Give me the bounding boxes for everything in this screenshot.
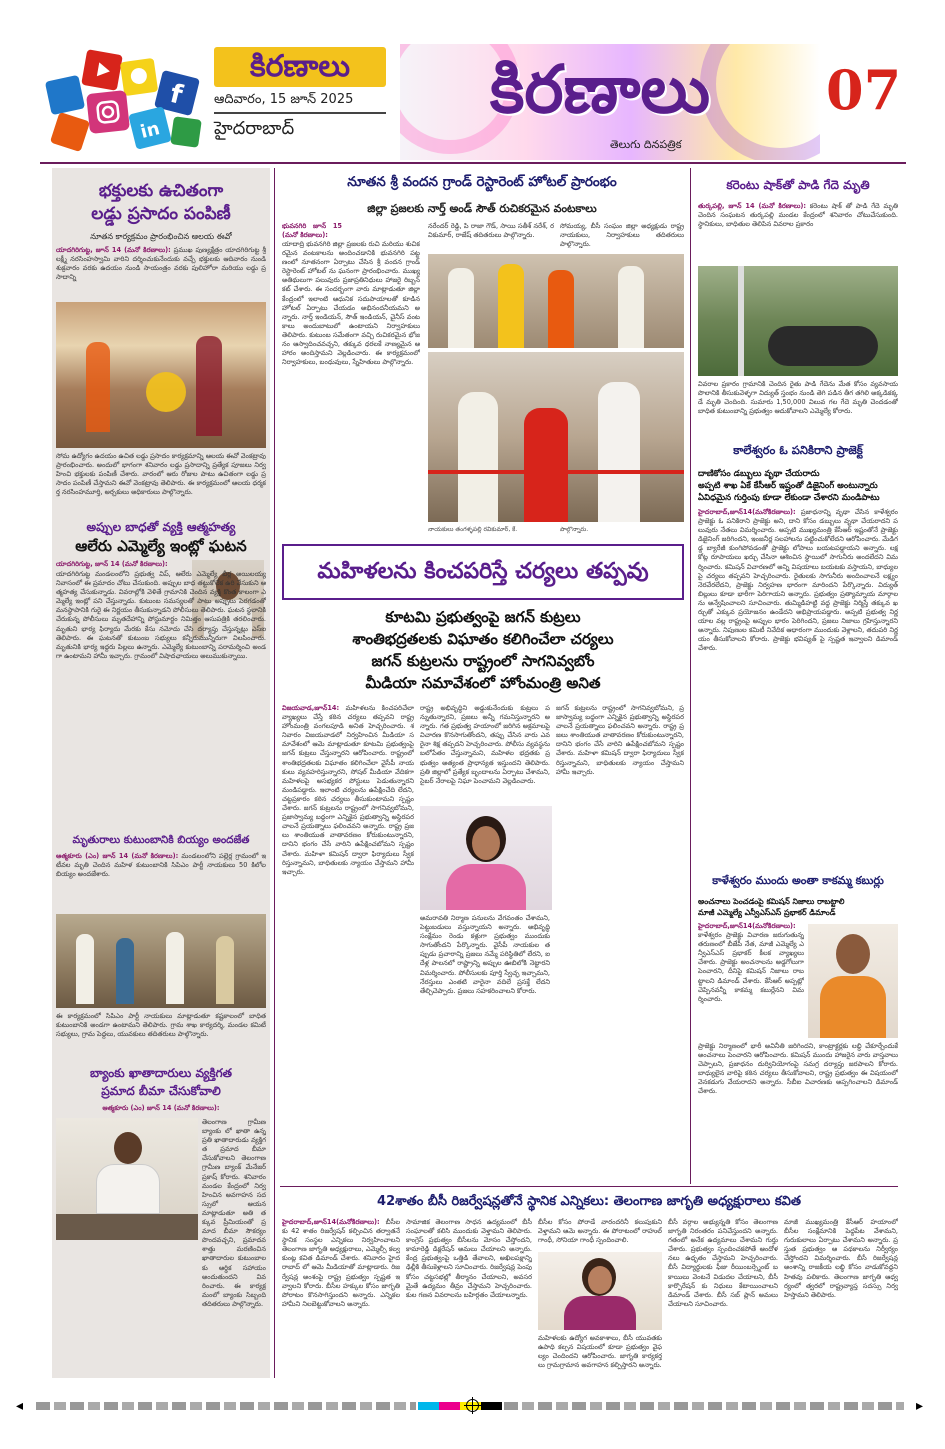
photo-figure bbox=[524, 408, 568, 522]
article-body: ప్రాజెక్టు నిర్మాణంలో భారీ అవినీతి జరిగిందని, కాంట్రాక్టర్లకు లబ్ధి చేకూర్చేందుకే అంచనాలు పెంచారని ఆరోపించారు. కమిషన్ ముందు హాజరైన వారు వాస్తవాలు చెప్పాలని, ప్రజాధనం దుర్వినియోగంపై సమగ్ర దర్యాప్తు జరపాలని కోరారు. బాధ్యులైన వారిపై కఠిన చర్యలు తీసుకోవాలని, రాష్ట్ర ప్రభుత్వం ఈ విషయంలో వెనకడుగు వేయరాదని అన్నారు. సీబీఐ విచారణకు అప్పగించాలని డిమాండ్ చేశారు. bbox=[698, 1042, 898, 1096]
article-body: మాజీ ముఖ్యమంత్రి కేసీఆర్ హయాంలో బీసీల సంక్షేమానికి పెద్దపీట వేశామని, గురుకులాలు ఏర్పాటు చేశామని అన్నారు. ప్రస్తుత ప్రభుత్వం ఆ పథకాలను నిర్వీర్యం చేస్తోందని విమర్శించారు. బీసీ రిజర్వేషన్ల అంశాన్ని రాజకీయ లబ్ధి కోసం వాడుకోవద్దని హితవు పలికారు. తెలంగాణ జాగృతి ఆధ్వర్యంలో త్వరలో రాష్ట్రవ్యాప్త సదస్సు నిర్వహిస్తామని తెలిపారు. bbox=[784, 1218, 898, 1299]
instagram-icon bbox=[86, 90, 130, 134]
restaurant-photo-group bbox=[428, 254, 684, 348]
deck-line: శాంతిభద్రతలకు విఘాతం కలిగించేలా చర్యలు bbox=[352, 630, 614, 648]
bank-photo bbox=[56, 1118, 198, 1240]
article-body bbox=[698, 202, 898, 262]
headline: మహిళలను కించపరిస్తే చర్యలు తప్పవు bbox=[317, 559, 649, 584]
body-text: ప్రజాధనాన్ని వృథా చేసిన కాళేశ్వరం ప్రాజెక్టు ఓ పనికిరాని ప్రాజెక్టు అని, దాని కోసం డబ్బులు వృథా చేయరాదని పలువురు నేతలు విమర్శించారు. అప్పటి ముఖ్యమంత్రి కేసీఆర్ ఇష్టంతోనే ప్రాజెక్టు డిజైనింగ్ జరిగిందని, ఇంజనీర్ల సలహాలను పట్టించుకోలేదని ఆరోపించారు. మేడిగడ్డ బ్యారేజీ కుంగిపోవడంతో ప్రాజెక్టు లోపాలు బయటపడ్డాయని అన్నారు. లక్ష కోట్ల రూపాయలు ఖర్చు చేసినా ఆశించిన స్థాయిలో సాగునీరు అందలేదని విమర్శించారు. కమిషన్ విచారణలో అన్ని విషయాలు బయటకు వస్తాయని, బాధ్యులపై చర్యలు తప్పవని హెచ్చరించారు. రైతులకు సాగునీరు అందించాలనే లక్ష్యం నెరవేరలేదని, ప్రాజెక్టు నిర్వహణ భారంగా మారిందని పేర్కొన్నారు. విద్యుత్ బిల్లులు కూడా భారీగా పెరిగాయని అన్నారు. ప్రభుత్వం ప్రత్యామ్నాయ మార్గాలను అన్వేషించాలని సూచించారు. తుమ్మిడిహట్టి వద్ద ప్రాజెక్టు నిర్మిస్తే తక్కువ ఖర్చుతో ఎక్కువ ప్రయోజనం ఉండేదని అభిప్రాయపడ్డారు. అప్పటి ప్రభుత్వ నిర్ణయాల వల్ల రాష్ట్రంపై అప్పుల భారం పెరిగిందని, ప్రజలు నిజాలు గ్రహిస్తున్నారని అన్నారు. నిపుణుల కమిటీ నివేదిక ఆధారంగా ముందుకు వెళ్లాలని, తదుపరి నిర్ణయం తీసుకోవాలని కోరారు. ప్రాజెక్టు భవిష్యత్ పై స్పష్టత ఇవ్వాలని డిమాండ్ చేశారు. bbox=[698, 508, 898, 653]
article-body: సోమయ్య, బీసీ సంఘం జిల్లా అధ్యక్షుడు రాష్ట్ర నాయకులు, నిర్వాహకులు తదితరులు పాల్గొన్నారు. bbox=[560, 222, 684, 248]
dateline: హైదరాబాద్,జూన్14(మనోకిరణాలు): bbox=[698, 508, 796, 516]
color-strip bbox=[36, 1402, 416, 1410]
youtube-icon bbox=[81, 49, 123, 91]
article-body: రాష్ట్ర అభివృద్ధిని అడ్డుకునేందుకు కుట్రలు పన్నుతున్నారని, ప్రజలు అన్నీ గమనిస్తున్నారని అన్నారు. గత ప్రభుత్వ హయాంలో జరిగిన అక్రమాలపై విచారణ కొనసాగుతోందని, తప్పు చేసిన వారు ఎవరైనా శిక్ష తప్పదని హెచ్చరించారు. పోలీసు వ్యవస్థను బలోపేతం చేస్తున్నామని, మహిళల భద్రతకు ప్రభుత్వం అత్యంత ప్రాధాన్యత ఇస్తుందని తెలిపారు. ప్రతి జిల్లాలో ప్రత్యేక బృందాలను ఏర్పాటు చేశామని, సైబర్ నేరాలపై నిఘా పెంచామని వెల్లడించారు. bbox=[420, 704, 550, 785]
article-body: వివరాల ప్రకారం గ్రామానికి చెందిన రైతు పాడి గేదెను మేత కోసం వ్యవసాయ పొలానికి తీసుకువెళ్ళగా విద్యుత్ స్తంభం నుండి తెగి పడిన తీగ తగిలి అక్కడికక్కడే మృతి చెందింది. సుమారు 1,50,000 విలువ గల గేదె మృతి చెందడంతో బాధిత కుటుంబాన్ని ప్రభుత్వం ఆదుకోవాలని ఎమ్మెల్యే కోరారు. bbox=[698, 380, 898, 416]
article-body bbox=[698, 922, 804, 1040]
divider bbox=[214, 112, 386, 114]
deck bbox=[698, 468, 898, 504]
article-body: యాదాద్రి భువనగిరి జిల్లా ప్రజలకు రుచి మరియు శుచికరమైన వంటకాలను అందించడానికి భువనగిరి పట్టణంలో నూతనంగా ఏర్పాటు చేసిన శ్రీ వందన గ్రాండ్ రెస్టారెంట్ హోటల్ ను ఘనంగా ప్రారంభించారు. ముఖ్య అతిథులుగా పలువురు ప్రజాప్రతినిధులు హాజరై రిబ్బన్ కట్ చేశారు. ఈ సందర్భంగా వారు మాట్లాడుతూ జిల్లా కేంద్రంలో ఇలాంటి ఆధునిక సదుపాయాలతో కూడిన హోటల్ ఏర్పాటు చేయడం అభినందనీయమని అన్నారు. నార్త్ ఇండియన్, సౌత్ ఇండియన్, చైనీస్ వంటకాలు అందుబాటులో ఉంటాయని నిర్వాహకులు తెలిపారు. కుటుంబ సమేతంగా వచ్చి రుచికరమైన భోజనం ఆస్వాదించవచ్చని, తక్కువ ధరలకే నాణ్యమైన ఆహారం అందిస్తామని వెల్లడించారు. ఈ కార్యక్రమంలో నిర్వాహకులు, బంధువులు, స్నేహితులు పాల్గొన్నారు. bbox=[282, 240, 420, 367]
dateline: హైదరాబాద్,జూన్14(మనోకిరణాలు): bbox=[698, 922, 796, 930]
photo-caption: నాయకులు తంగళ్ళపల్లి రవికుమార్, కే. bbox=[428, 526, 518, 533]
photo-figure bbox=[598, 382, 640, 522]
photo-body bbox=[446, 864, 526, 910]
dateline: ఆత్మకూరు (ఎం) జూన్ 14 (మనో కిరణాలు): bbox=[56, 852, 179, 860]
article-body: బీసీల కోసం పోరాడే వారందరినీ కలుపుకుని వెళ్తామని ఆమె అన్నారు. ఈ పోరాటంలో రాహుల్ గాంధీ, సోనియా గాంధీ స్పందించాలి. bbox=[538, 1218, 662, 1245]
photo-figure bbox=[86, 342, 110, 432]
photo-figure bbox=[548, 270, 574, 348]
article-body: బీసీ వర్గాల అభ్యున్నతి కోసం తెలంగాణ జాగృతి నిరంతరం పనిచేస్తుందని అన్నారు. గతంలో అనేక ఉద్యమాలు చేశామని గుర్తు చేశారు. ప్రభుత్వం స్పందించకపోతే ఆందోళనలు ఉధృతం చేస్తామని హెచ్చరించారు. బీసీ విద్యార్థులకు ఫీజు రీయింబర్స్మెంట్ బకాయిలు వెంటనే విడుదల చేయాలని, బీసీ కార్పొరేషన్ కు నిధులు కేటాయించాలని డిమాండ్ చేశారు. బీసీ సబ్ ప్లాన్ అమలు చేయాలని సూచించారు. bbox=[668, 1218, 778, 1308]
deck-line: అప్పటి శాఖ ఏకే కేసీఆర్ ఇష్టంతో డిజైనింగ్ అంటున్నారు bbox=[698, 481, 878, 491]
article-body bbox=[282, 704, 414, 1184]
ribbon bbox=[428, 470, 684, 474]
headline: కరెంటు షాక్‌తో పాడి గేదె మృతి bbox=[726, 178, 870, 192]
registration-mark-icon bbox=[466, 1399, 479, 1412]
photo-pole bbox=[738, 266, 744, 376]
article-body: సోమ ఉద్యోగం ఉదయం ఉచిత లడ్డు ప్రసాదం కార్యక్రమాన్ని ఆలయ ఈవో వెంకట్రావు ప్రారంభించారు. అందులో భాగంగా శనివారం లడ్డు ప్రసాదాన్ని ప్రత్యేక పూజలు నిర్వహించి భక్తులకు పంపిణీ చేశారు. వారంలో ఆరు రోజుల పాటు ఉచితంగా లడ్డు ప్రసాదం పంపిణీ చేస్తామని ఈవో వెంకట్రావు తెలిపారు. ఈ కార్యక్రమంలో ఆలయ ధర్మకర్త నరసింహమూర్తి, అర్చకులు అధికారులు పాల్గొన్నారు. bbox=[56, 452, 266, 497]
village-photo bbox=[56, 914, 266, 1008]
body-text: కాళేశ్వరం ప్రాజెక్టు విచారణ జరుగుతున్న తరుణంలో బీజేపీ నేత, మాజీ ఎమ్మెల్యే ఎన్వీఎస్ఎస్ ప్రభాకర్ కీలక వ్యాఖ్యలు చేశారు. ప్రాజెక్టు అంచనాలను అడ్డగోలుగా పెంచారని, దీనిపై కమిషన్ నిజాలు రాబట్టాలని డిమాండ్ చేశారు. కేసీఆర్ అప్పట్లో చెప్పినవన్నీ కాకమ్మ కబుర్లేనని విమర్శించారు. bbox=[698, 931, 804, 1003]
headline-box bbox=[698, 172, 898, 198]
headline: నూతన శ్రీ వందన గ్రాండ్ రెస్టారెంట్ హోటల్ ప్రారంభం bbox=[347, 174, 617, 190]
deck-line: మీడియా సమావేశంలో హోంమంత్రి అనిత bbox=[365, 674, 601, 692]
photo-head bbox=[114, 1132, 142, 1164]
deck bbox=[282, 606, 684, 698]
body-text: జగన్ కుట్రలను రాష్ట్రంలో సాగనివ్వబోమని, ప్రజాస్వామ్య బద్ధంగా ఎన్నికైన ప్రభుత్వాన్ని అస్థిరపరచాలనే ప్రయత్నాలు ఫలించవని అన్నారు. రాష్ట్ర ప్రజలు శాంతియుత వాతావరణం కోరుకుంటున్నారని, దానిని భంగం చేసే వారిని ఉపేక్షించబోమని స్పష్టం చేశారు. మహిళా కమిషన్ ద్వారా ఫిర్యాదులు స్వీకరిస్తున్నామని, బాధితులకు న్యాయం చేస్తామని హామీ ఇచ్చారు. bbox=[282, 804, 414, 876]
headline: లడ్డు ప్రసాదం పంపిణీ bbox=[91, 204, 231, 224]
photo-desk bbox=[56, 1214, 198, 1240]
big-logo: కిరణాలు bbox=[489, 50, 711, 128]
linkedin-icon bbox=[128, 106, 172, 150]
arrow-right-icon: ▸ bbox=[916, 1398, 924, 1414]
article-body: నరేందర్ రెడ్డి, పి రాజా గౌడ్, సాయి సతీశ్ నరేశ్, రవికుమార్, రాజేష్ తదితరులు పాల్గొన్నారు. bbox=[428, 222, 554, 240]
photo-figure bbox=[146, 372, 186, 412]
body-text: ప్రముఖ పుణ్యక్షేత్రం యాదగిరిగుట్ట శ్రీ లక్ష్మీ నరసింహస్వామి వారిని దర్శించుకునేందుకు వచ్చే భక్తులకు ఆదివారం నుండి శుక్రవారం వరకు ఉదయం నుండి సాయంత్రం వరకు పులిహోరా మరియు లడ్డు ప్రసాదాన్ని bbox=[56, 246, 266, 282]
deck-line: దాణికోసం డబ్బులు వృథా చేయరాదు bbox=[698, 469, 820, 479]
article-body: ఈ కార్యక్రమంలో సిపిఎం పార్టీ నాయకులు మాట్లాడుతూ కష్టకాలంలో బాధిత కుటుంబానికి అండగా ఉంటామని తెలిపారు. గ్రామ శాఖ కార్యదర్శి, మండల కమిటీ సభ్యులు, గ్రామ పెద్దలు, యువకులు తదితరులు పాల్గొన్నారు. bbox=[56, 1012, 266, 1039]
article-body bbox=[698, 508, 898, 868]
headline: ప్రమాద బీమా చేసుకోవాలి bbox=[101, 1084, 221, 1098]
photo-figure bbox=[216, 936, 234, 1004]
deck-line: జగన్ కుట్రలను రాష్ట్రంలో సాగనివ్వబోం bbox=[371, 652, 595, 670]
photo-head bbox=[836, 934, 870, 974]
article-body bbox=[282, 1218, 400, 1378]
logo-text: కిరణాలు bbox=[249, 49, 351, 84]
temple-photo bbox=[56, 302, 266, 448]
headline-box bbox=[698, 438, 898, 462]
headline: మృతురాలు కుటుంబానికి బియ్యం అందజేత bbox=[72, 834, 250, 846]
kavitha-photo bbox=[538, 1252, 662, 1330]
article-body bbox=[56, 852, 266, 910]
masthead bbox=[0, 0, 945, 160]
cube-icon bbox=[45, 75, 85, 115]
photo-caption: పాల్గొన్నారు. bbox=[560, 526, 589, 533]
headline: కాళేశ్వరం ముందు అంతా కాకమ్మ కబుర్లు bbox=[712, 874, 884, 887]
article-body: అమరావతి నిర్మాణ పనులను వేగవంతం చేశామని, పెట్టుబడులు వస్తున్నాయని అన్నారు. అభివృద్ధి సంక్షేమం రెండు కళ్లుగా ప్రభుత్వం ముందుకు సాగుతోందని పేర్కొన్నారు. వైసీపీ నాయకుల తప్పుడు ప్రచారాన్ని ప్రజలు నమ్మే పరిస్థితిలో లేరని, ఐదేళ్ల పాలనలో రాష్ట్రాన్ని అప్పుల ఊబిలోకి నెట్టారని విమర్శించారు. పోలీసులకు పూర్తి స్వేచ్ఛ ఇచ్చామని, నేరస్తులు ఎంతటి వారైనా వదిలే ప్రసక్తే లేదని తేల్చిచెప్పారు. ప్రజలు సహకరించాలని కోరారు. bbox=[420, 914, 550, 995]
restaurant-photo-ribbon bbox=[428, 352, 684, 522]
column-divider bbox=[274, 168, 275, 1378]
photo-figure bbox=[618, 266, 644, 348]
small-logo bbox=[214, 47, 386, 87]
headline: కాలేశ్వరం ఓ పనికిరాని ప్రాజెక్ట్ bbox=[733, 443, 863, 457]
photo-figure bbox=[448, 268, 474, 348]
headline: 42శాతం బీసీ రిజర్వేషన్లతోనే స్థానిక ఎన్నికలు: తెలంగాణ జాగృతి అధ్యక్షురాలు కవిత bbox=[377, 1194, 801, 1209]
social-cubes bbox=[44, 48, 204, 156]
masthead-rule bbox=[40, 162, 906, 164]
dateline: యాదగిరిగుట్ట, జూన్ 14 (మనో కిరణాలు): bbox=[56, 560, 168, 568]
buffalo-photo bbox=[698, 266, 898, 376]
photo-face bbox=[588, 1266, 612, 1294]
article-body: సామాజిక తెలంగాణ సాధన ఉద్యమంలో బీసీ సంఘాలతో కలిసి ముందుకు వెళ్తామని తెలిపారు. కాంగ్రెస్ ప్రభుత్వం బీసీలను మోసం చేస్తోందని, కామారెడ్డి డిక్లరేషన్ అమలు చేయాలని అన్నారు. కేంద్ర ప్రభుత్వంపై ఒత్తిడి తేవాలని, అఖిలపక్షాన్ని ఢిల్లీకి తీసుకెళ్లాలని సూచించారు. రిజర్వేషన్ల పెంపు కోసం చట్టసభల్లో తీర్మానం చేయాలని, అవసరమైతే ఉద్యమం తీవ్రం చేస్తామని హెచ్చరించారు. కుల గణన వివరాలను బహిర్గతం చేయాలన్నారు. bbox=[406, 1218, 532, 1299]
tagline: తెలుగు దినపత్రిక bbox=[610, 138, 682, 151]
photo-buffalo bbox=[768, 326, 878, 366]
photo-body bbox=[820, 976, 886, 1038]
issue-date: ఆదివారం, 15 జూన్ 2025 bbox=[214, 92, 354, 107]
subhead: జిల్లా ప్రజలకు నార్త్ అండ్ సౌత్ రుచికరమైన వంటకాలు bbox=[367, 202, 597, 215]
color-strip bbox=[504, 1402, 904, 1410]
section-rule bbox=[280, 1186, 898, 1187]
photo-face bbox=[472, 826, 500, 860]
photo-figure bbox=[196, 336, 222, 436]
arrow-left-icon: ◂ bbox=[16, 1398, 24, 1414]
photo-figure bbox=[166, 932, 184, 1004]
prabhakar-photo bbox=[808, 924, 898, 1038]
column-divider bbox=[690, 168, 691, 1184]
anitha-photo bbox=[420, 806, 552, 910]
dateline: భువనగిరి జూన్ 15 (మనో కిరణాలు): bbox=[282, 222, 342, 240]
twitter-icon bbox=[50, 112, 90, 152]
svg-text:in: in bbox=[138, 118, 162, 144]
page-number: 07 bbox=[826, 58, 902, 122]
headline: అప్పుల బాధతో వ్యక్తి ఆత్మహత్య bbox=[86, 520, 236, 534]
headline: బ్యాంకు ఖాతాదారులు వ్యక్తిగత bbox=[90, 1066, 232, 1080]
article-body bbox=[56, 1104, 266, 1114]
headline-box bbox=[282, 544, 684, 600]
body-text: మహిళలను కించపరిచేలా వ్యాఖ్యలు చేస్తే కఠిన చర్యలు తప్పవని రాష్ట్ర హోంమంత్రి వంగలపూడి అనిత హెచ్చరించారు. శనివారం విజయవాడలో నిర్వహించిన మీడియా సమావేశంలో ఆమె మాట్లాడుతూ కూటమి ప్రభుత్వంపై జగన్ కుట్రలు చేస్తున్నారని ఆరోపించారు. రాష్ట్రంలో శాంతిభద్రతలకు విఘాతం కలిగించేలా వైసీపీ నాయకులు వ్యవహరిస్తున్నారని, సోషల్ మీడియా వేదికగా మహిళలపై అసభ్యకర పోస్టులు పెడుతున్నారని మండిపడ్డారు. ఇలాంటి చర్యలను ఉపేక్షించేది లేదని, చట్టప్రకారం కఠిన చర్యలు తీసుకుంటామని స్పష్టం చేశారు. bbox=[282, 704, 414, 813]
photo-figure bbox=[116, 938, 134, 1004]
color-strip bbox=[418, 1402, 502, 1410]
body-text: కరెంటు షాక్ తో పాడి గేదె మృతి చెందిన సంఘటన తుర్కపల్లి మండల కేంద్రంలో శనివారం చోటుచేసుకుంది. స్థానికులు, బాధితుల తెలిపిన వివరాల ప్రకారం bbox=[698, 202, 898, 229]
photo-figure bbox=[76, 934, 94, 1004]
dateline: ఆత్మకూరు (ఎం) జూన్ 14 (మనో కిరణాలు): bbox=[102, 1104, 220, 1112]
photo-body bbox=[96, 1164, 160, 1214]
deck-line: అంచనాలు పెంచడంపై కమిషన్ నిజాలు రాబట్టాలి bbox=[698, 897, 845, 906]
registration-bar bbox=[0, 1392, 945, 1422]
dateline: విజయవాడ,జూన్14: bbox=[282, 704, 340, 712]
deck-line: కూటమి ప్రభుత్వంపై జగన్ కుట్రలు bbox=[385, 608, 581, 626]
deck bbox=[698, 896, 898, 918]
headline: ఆలేరు ఎమ్మెల్యే ఇంట్లో ఘటన bbox=[75, 537, 247, 555]
cube-icon bbox=[170, 116, 202, 148]
article-body: మహిళలకు ఉద్యోగ అవకాశాలు, బీసీ యువతకు ఉపాధి కల్పన విషయంలో కూడా ప్రభుత్వం వైఫల్యం చెందిందని ఆరోపించారు. జాగృతి కార్యకర్తలు గ్రామగ్రామాన అవగాహన కల్పిస్తారని అన్నారు. bbox=[538, 1334, 662, 1370]
photo-body bbox=[564, 1296, 636, 1330]
svg-text:f: f bbox=[167, 78, 186, 111]
deck-line: ఏవిధమైన గుర్తింపు కూడా లేకుండా చేశారని మండిపాటు bbox=[698, 493, 880, 503]
city-name: హైదరాబాద్ bbox=[214, 118, 295, 139]
article-body: యాదగిరిగుట్ట మండలంలోని ప్రభుత్వ విప్, ఆలేరు ఎమ్మెల్యే బీర్ల అయిలయ్య నివాసంలో ఈ ప్రమాదం చోటు చేసుకుంది. అప్పుల బాధ తట్టుకోలేక ఉరి వేసుకుని ఆత్మహత్య చేసుకున్నాడు. వివరాల్లోకి వెళితే గ్రామానికి చెందిన వ్యక్తి కొంత కాలంగా ఎమ్మెల్యే ఇంట్లో పని చేస్తున్నాడు. కుటుంబ సమస్యలతో పాటు అప్పులు పెరగడంతో మనస్థాపానికి గురై ఈ నిర్ణయం తీసుకున్నాడని పోలీసులు తెలిపారు. ఘటన స్థలానికి చేరుకున్న పోలీసులు మృతదేహాన్ని పోస్టుమార్టం నిమిత్తం ఆసుపత్రికి తరలించారు. మృతుని భార్య ఫిర్యాదు మేరకు కేసు నమోదు చేసి దర్యాప్తు చేస్తున్నట్లు ఎస్ఐ తెలిపారు. ఈ ఘటనతో కుటుంబ సభ్యులు కన్నీరుమున్నీరుగా విలపించారు. మృతునికి భార్య ఇద్దరు పిల్లలు ఉన్నారు. ఎమ్మెల్యే కుటుంబాన్ని పరామర్శించి అండగా ఉంటామని హామీ ఇచ్చారు. గ్రామంలో విషాదఛాయలు అలుముకున్నాయి. bbox=[56, 570, 266, 660]
photo-figure bbox=[458, 392, 498, 522]
dateline: తుర్కపల్లి, జూన్ 14 (మనో కిరణాలు): bbox=[698, 202, 807, 210]
dateline: హైదరాబాద్,జూన్14(మనోకిరణాలు): bbox=[282, 1218, 380, 1226]
dateline: యాదగిరిగుట్ట, జూన్ 14 (మనో కిరణాలు): bbox=[56, 246, 171, 254]
article-body: జగన్ కుట్రలను రాష్ట్రంలో సాగనివ్వబోమని, ప్రజాస్వామ్య బద్ధంగా ఎన్నికైన ప్రభుత్వాన్ని అస్థిరపరచాలనే ప్రయత్నాలు ఫలించవని అన్నారు. రాష్ట్ర ప్రజలు శాంతియుత వాతావరణం కోరుకుంటున్నారని, దానిని భంగం చేసే వారిని ఉపేక్షించబోమని స్పష్టం చేశారు. మహిళా కమిషన్ ద్వారా ఫిర్యాదులు స్వీకరిస్తున్నామని, బాధితులకు న్యాయం చేస్తామని హామీ ఇచ్చారు. bbox=[556, 704, 684, 776]
deck-line: మాజీ ఎమ్మెల్యే ఎన్వీఎస్ఎస్ ప్రభాకర్ డిమాండ్ bbox=[698, 908, 836, 917]
headline: భక్తులకు ఉచితంగా bbox=[98, 181, 224, 201]
article-body: తెలంగాణ గ్రామీణ బ్యాంకు లో ఖాతా ఉన్న ప్రతి ఖాతాదారుడు వ్యక్తిగత ప్రమాద బీమా చేసుకోవాలని తెలంగాణ గ్రామీణ బ్యాంక్ మేనేజర్ ప్రకాష్ కోరారు. శనివారం మండల కేంద్రంలో నిర్వహించిన అవగాహన సదస్సులో ఆయన మాట్లాడుతూ అతి తక్కువ ప్రీమియంతో ప్రమాద బీమా సౌకర్యం పొందవచ్చని, ప్రమాదవశాత్తు మరణించిన ఖాతాదారుల కుటుంబాలకు ఆర్థిక సహాయం అందుతుందని వివరించారు. ఈ కార్యక్రమంలో బ్యాంకు సిబ్బంది తదితరులు పాల్గొన్నారు. bbox=[202, 1118, 266, 1308]
headline-box bbox=[698, 870, 898, 892]
main-logo-banner bbox=[400, 44, 820, 160]
body-text: బీసీలకు 42 శాతం రిజర్వేషన్ కల్పించిన తర్వాతనే స్థానిక సంస్థల ఎన్నికలు నిర్వహించాలని తెలంగాణ జాగృతి అధ్యక్షురాలు, ఎమ్మెల్సీ కల్వకుంట్ల కవిత డిమాండ్ చేశారు. శనివారం హైదరాబాద్ లో ఆమె మీడియాతో మాట్లాడారు. రిజర్వేషన్ల అంశంపై రాష్ట్ర ప్రభుత్వం స్పష్టత ఇవ్వాలని కోరారు. బీసీల హక్కుల కోసం జాగృతి పోరాటం కొనసాగిస్తుందని అన్నారు. ఎన్నికల హామీని నిలబెట్టుకోవాలని అన్నారు. bbox=[282, 1218, 400, 1308]
subhead: నూతన కార్యక్రమం ప్రారంభించిన ఆలయ ఈవో bbox=[90, 232, 232, 241]
photo-figure bbox=[498, 264, 524, 348]
article-body bbox=[56, 246, 266, 296]
body-text: మండలంలోని పల్లెర్ల గ్రామంలో ఇటీవల మృతి చెందిన మహిళ కుటుంబానికి సిపిఎం పార్టీ నాయకులు 50 కిలోల బియ్యం అందజేశారు. bbox=[56, 852, 266, 879]
